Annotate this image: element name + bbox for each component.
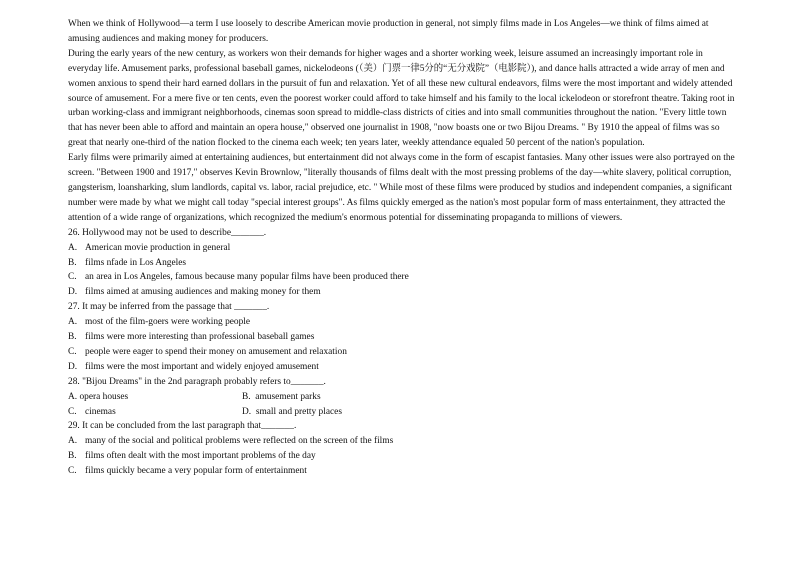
question-stem: 26. Hollywood may not be used to describe_______. <box>68 227 267 238</box>
document-page <box>68 17 736 479</box>
option-b <box>68 330 736 345</box>
passage-paragraph-2: During the early years of the new century, as workers won their demands for higher wages and a shorter working week, leisure assumed an increasingly important role in everyday life. Amusement parks, professional baseball games, nickelodeons (（美）门票一律5分的“无分戏院”（电影院）), and dance halls attracted a wide array of men and women anxious to spend their hard earned dollars in the pursuit of fun and relaxation. Yet of all these new cultural endeavors, films were the most important and widely attended source of amusement. For a mere five or ten cents, even the poorest worker could afford to take himself and his family to the local ickelodeon or storefront theatre. Taking root in urban working-class and immigrant neighborhoods, cinemas soon spread to middle-class districts of cities and into small communities throughout the nation. "Every little town that has never been able to afford and maintain an opera house," observed one journalist in 1908, "now boasts one or two Bijou Dreams. " By 1910 the appeal of films was so great that nearly one-third of the nation flocked to the cinema each week; ten years later, weekly attendance equaled 50 percent of the nation's population. <box>68 48 735 149</box>
option-text: many of the social and political problems were reflected on the screen of the films <box>85 436 394 447</box>
option-c <box>68 270 736 285</box>
option-letter: B. <box>242 391 251 402</box>
option-a <box>68 434 736 449</box>
option-text: most of the film-goers were working people <box>85 317 251 328</box>
option-text: opera houses <box>79 391 129 402</box>
option-text: films were the most important and widely enjoyed amusement <box>85 361 319 372</box>
option-a <box>68 315 736 330</box>
option-text: American movie production in general <box>85 242 231 253</box>
option-text: amusement parks <box>255 391 321 402</box>
option-letter: C. <box>68 346 77 357</box>
option-text: films often dealt with the most important problems of the day <box>85 451 316 462</box>
question-stem: 29. It can be concluded from the last paragraph that_______. <box>68 421 297 432</box>
option-row <box>68 405 736 420</box>
option-letter: A. <box>68 317 78 328</box>
option-letter: B. <box>68 451 77 462</box>
option-letter: A. <box>68 391 78 402</box>
option-letter: A. <box>68 242 78 253</box>
option-c <box>68 345 736 360</box>
question-27 <box>68 300 736 375</box>
option-text: films nfade in Los Angeles <box>85 257 187 268</box>
option-text: films quickly became a very popular form of entertainment <box>85 466 307 477</box>
option-a <box>68 390 242 405</box>
question-stem: 27. It may be inferred from the passage that _______. <box>68 302 270 313</box>
option-d <box>242 405 416 420</box>
option-letter: C. <box>68 466 77 477</box>
option-letter: C. <box>68 406 77 417</box>
option-letter: D. <box>68 287 78 298</box>
option-b <box>68 256 736 271</box>
option-text: films were more interesting than professional baseball games <box>85 332 315 343</box>
option-letter: B. <box>68 257 77 268</box>
option-letter: C. <box>68 272 77 283</box>
option-c <box>68 405 242 420</box>
passage-paragraph-1: When we think of Hollywood—a term I use loosely to describe American movie production in general, not simply films made in Los Angeles—we think of films aimed at amusing audiences and making money for producers. <box>68 19 709 44</box>
passage-paragraph-3: Early films were primarily aimed at entertaining audiences, but entertainment did not always come in the form of escapist fantasies. Many other issues were also portrayed on the screen. "Between 1900 and 1917," observes Kevin Brownlow, "literally thousands of films dealt with the most pressing problems of the day—white slavery, political corruption, gangsterism, loansharking, slum landlords, capital vs. labor, racial prejudice, etc. " While most of these films were produced by studios and independent companies, a significant number were made by what we might call today "special interest groups". As films quickly emerged as the nation's most popular form of mass entertainment, they attracted the attention of a wide range of organizations, which recognized the medium's enormous potential for disseminating propaganda to millions of viewers. <box>68 153 735 223</box>
option-letter: D. <box>242 406 252 417</box>
option-letter: D. <box>68 361 78 372</box>
option-a <box>68 241 736 256</box>
question-29 <box>68 419 736 479</box>
option-c <box>68 464 736 479</box>
option-row <box>68 390 736 405</box>
question-26 <box>68 226 736 301</box>
option-d <box>68 285 736 300</box>
option-text: cinemas <box>85 406 116 417</box>
option-letter: B. <box>68 332 77 343</box>
question-28 <box>68 375 736 420</box>
option-text: people were eager to spend their money on amusement and relaxation <box>85 346 347 357</box>
option-text: an area in Los Angeles, famous because many popular films have been produced there <box>85 272 409 283</box>
option-text: films aimed at amusing audiences and making money for them <box>85 287 321 298</box>
option-letter: A. <box>68 436 78 447</box>
question-stem: 28. "Bijou Dreams" in the 2nd paragraph probably refers to_______. <box>68 376 326 387</box>
option-d <box>68 360 736 375</box>
option-b <box>242 390 416 405</box>
option-b <box>68 449 736 464</box>
option-text: small and pretty places <box>255 406 342 417</box>
